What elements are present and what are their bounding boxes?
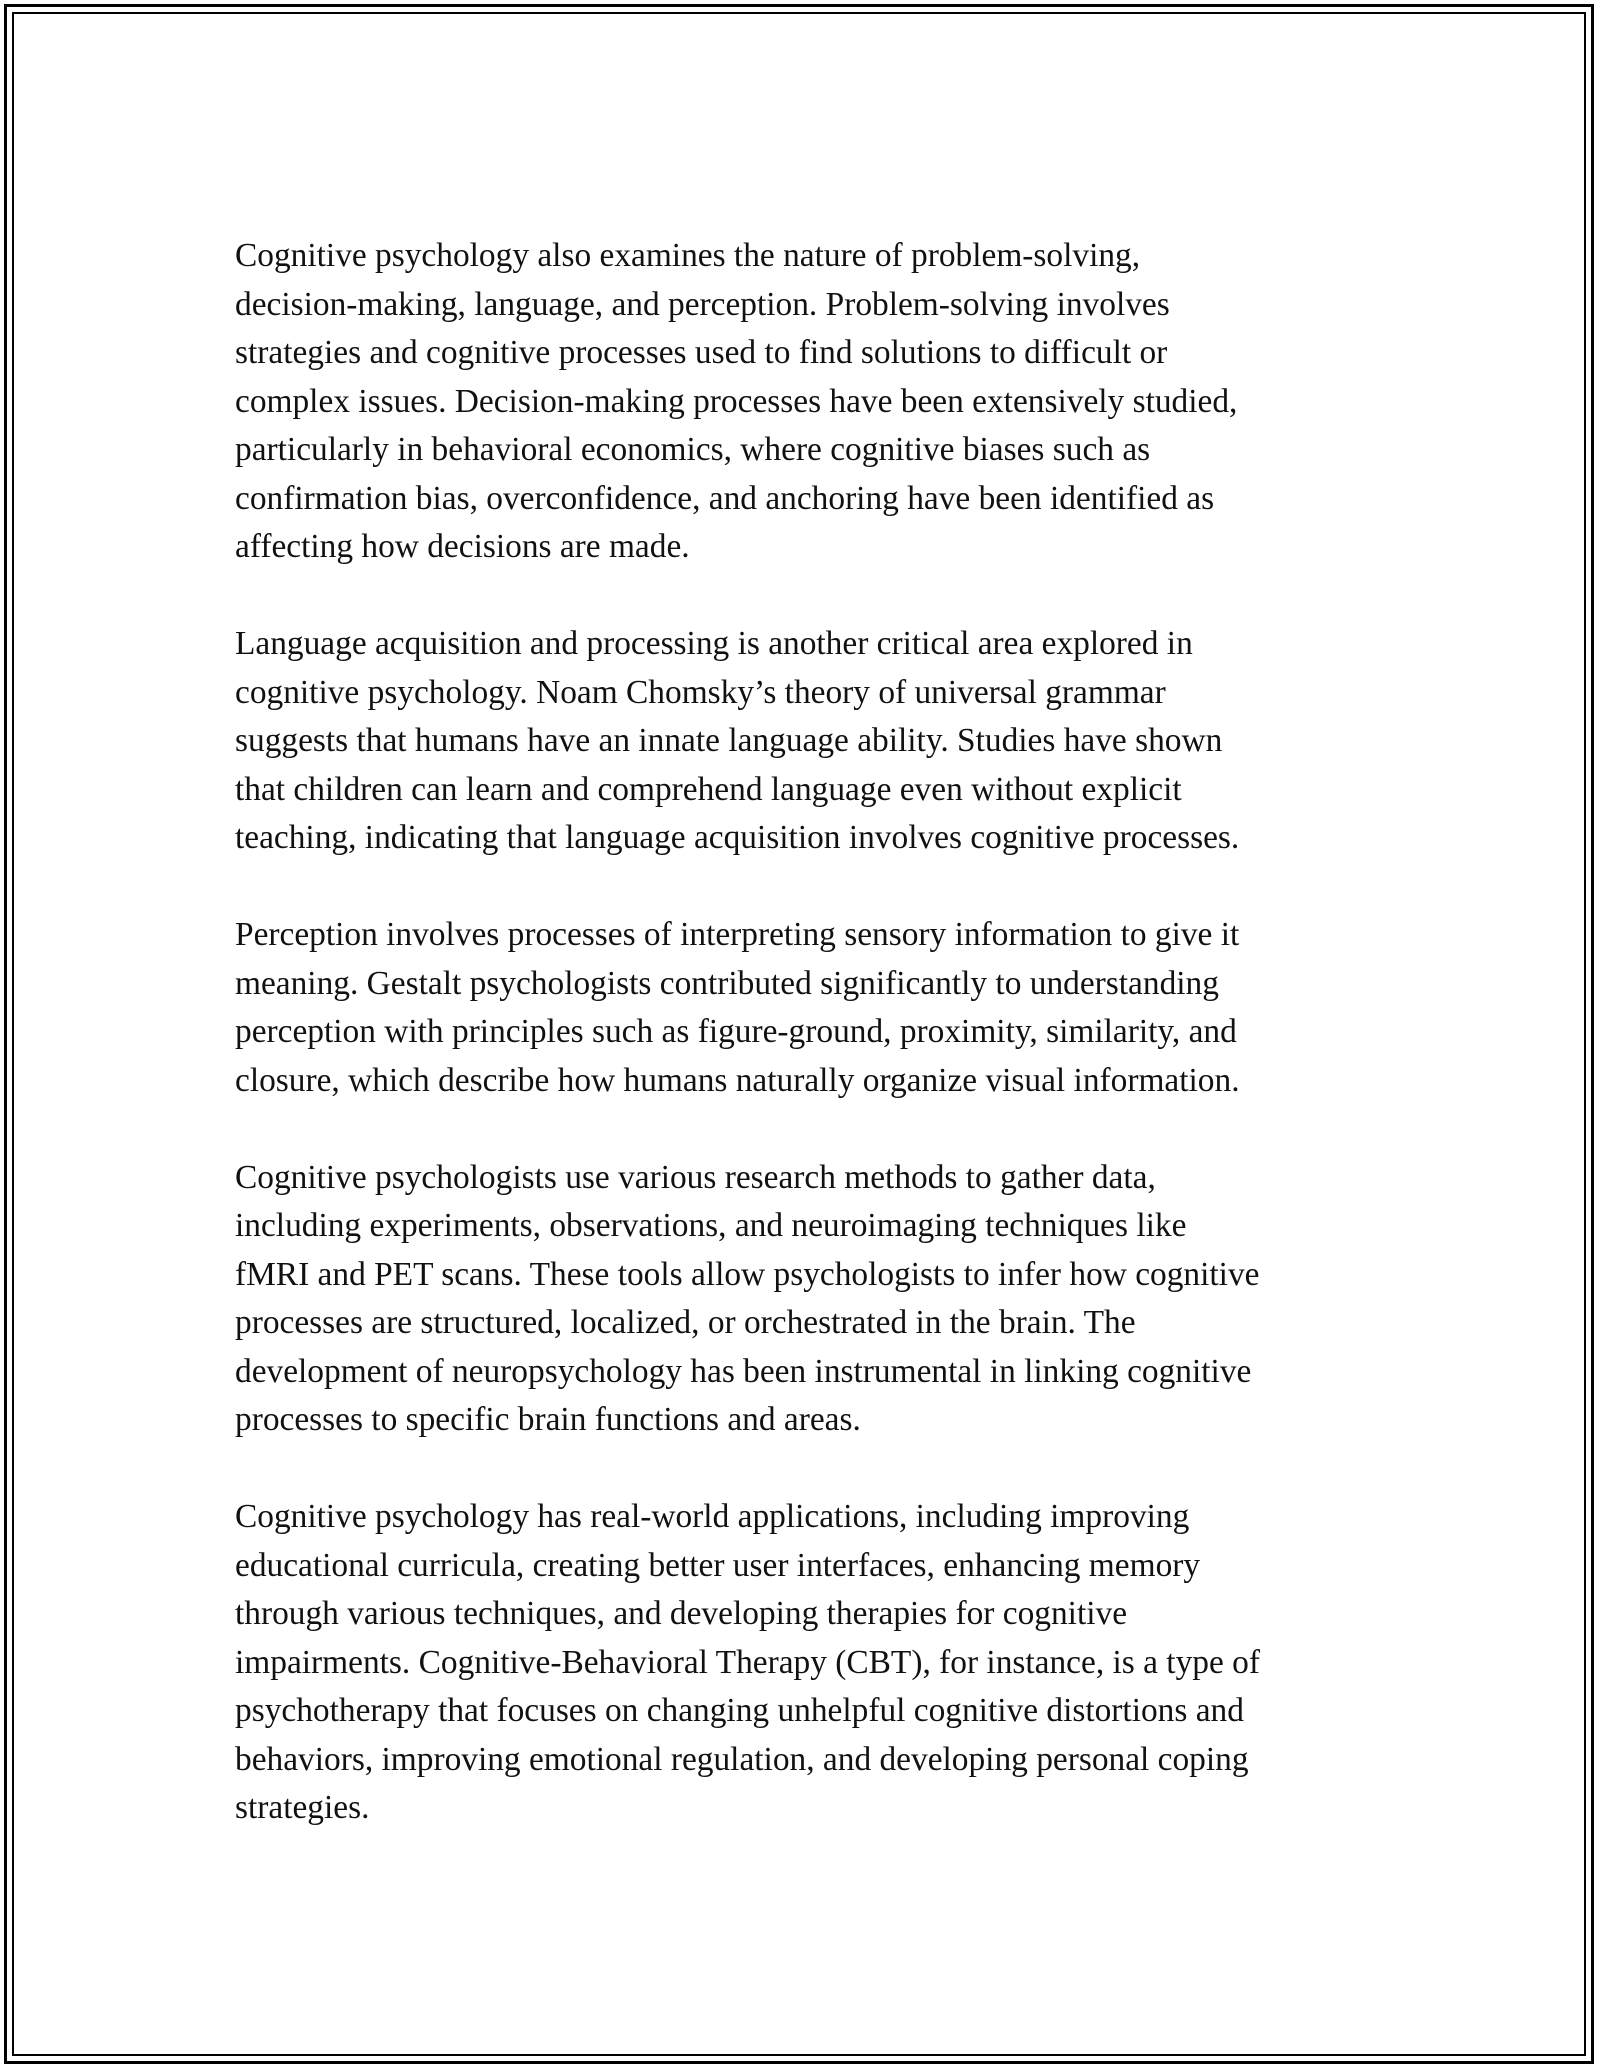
paragraph-research-methods: Cognitive psychologists use various research methods to gather data, including experiments, observations, and neuroimaging techniques like fMRI and PET scans. These tools allow psychologists to infer how cognitive processes are structured, localized, or orchestrated in the brain. The development of neuropsychology has been instrumental in linking cognitive processes to specific brain functions and areas. (235, 1158, 1260, 1438)
paragraph-problem-solving: Cognitive psychology also examines the nature of problem-solving, decision-making, language, and perception. Problem-solving involves strategies and cognitive processes used to find solutions to difficult or complex issues. Decision-making processes have been extensively studied, particularly in behavioral economics, where cognitive biases such as confirmation bias, overconfidence, and anchoring have been identified as affecting how decisions are made. (235, 237, 1238, 565)
paragraph-language: Language acquisition and processing is another critical area explored in cognitive psychology. Noam Chomsky’s theory of universal grammar suggests that humans have an innate language ability. Studies have shown that children can learn and comprehend language even without explicit teaching, indicating that language acquisition involves cognitive processes. (235, 625, 1240, 856)
document-body (235, 232, 1375, 1881)
paragraph-perception: Perception involves processes of interpreting sensory information to give it meaning. Gestalt psychologists contributed significantly to understanding perception with principles such as figure-ground, proximity, similarity, and closure, which describe how humans naturally organize visual information. (235, 916, 1240, 1099)
paragraph-applications: Cognitive psychology has real-world applications, including improving educational curricula, creating better user interfaces, enhancing memory through various techniques, and developing therapies for cognitive impairments. Cognitive-Behavioral Therapy (CBT), for instance, is a type of psychotherapy that focuses on changing unhelpful cognitive distortions and behaviors, improving emotional regulation, and developing personal coping strategies. (235, 1498, 1260, 1826)
